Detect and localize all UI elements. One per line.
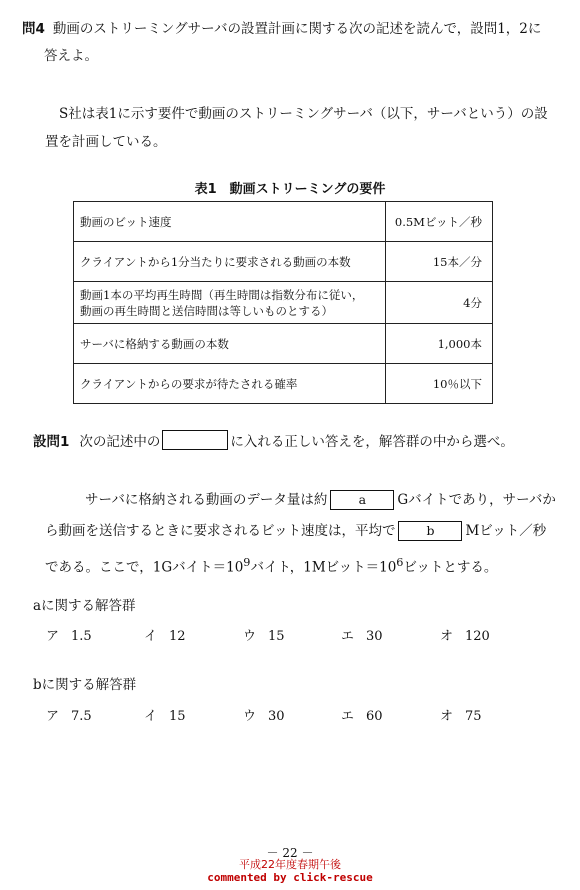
choice-key: エ [341,709,355,724]
table-row [74,282,493,324]
page-number: － 22 － [266,846,314,860]
table-title: 表1 動画ストリーミングの要件 [194,182,386,197]
choice-item[interactable] [440,705,482,724]
choice-value: 120 [465,629,490,644]
choice-item[interactable] [46,625,92,644]
exponent-6: 6 [396,556,404,569]
choice-key: オ [440,709,454,724]
exponent-9: 9 [243,556,251,569]
table-cell-label: クライアントからの要求が待たされる確率 [74,364,386,404]
table-cell-label-line1: 動画1本の平均再生時間（再生時間は指数分布に従い， [80,287,364,302]
intro-paragraph: S社は表1に示す要件で動画のストリーミングサーバ（以下，サーバという）の設置を計画している。 [45,106,548,150]
choice-item[interactable] [341,625,383,644]
table-cell-label: 動画のビット速度 [74,202,386,242]
choice-key: ウ [243,709,257,724]
choice-item[interactable] [440,625,490,644]
choice-value: 30 [366,629,383,644]
choice-value: 12 [169,629,186,644]
blank-a: a [330,490,394,510]
choice-item[interactable] [144,705,186,724]
answer-group-b-label: bに関する解答群 [33,677,137,693]
choice-item[interactable] [341,705,383,724]
table-cell-label-line2: 動画の再生時間と送信時間は等しいものとする） [80,303,333,318]
table-row [74,364,493,404]
table-cell-label: サーバに格納する動画の本数 [74,324,386,364]
choice-item[interactable] [144,625,186,644]
table-cell-label: クライアントから1分当たりに要求される動画の本数 [74,242,386,282]
para-text-1: サーバに格納される動画のデータ量は約 [85,492,328,508]
choice-key: ア [46,629,60,644]
para-text-5: ビットとする。 [403,559,498,576]
choice-key: エ [341,629,355,644]
table-cell-value: 10％以下 [386,364,493,404]
choice-value: 1.5 [71,629,92,644]
table-row [74,324,493,364]
subquestion-number: 設問1 [33,434,70,450]
choice-item[interactable] [46,705,92,724]
choice-value: 7.5 [71,709,92,724]
blank-box-example [162,430,228,450]
choice-value: 75 [465,709,482,724]
table-cell-value: 15本／分 [386,242,493,282]
choice-value: 15 [268,629,285,644]
question-number: 問4 [22,21,45,37]
table-row [74,242,493,282]
choice-key: イ [144,629,158,644]
requirements-table [73,201,493,404]
para-text-4: バイト，1Mビット＝10 [250,559,397,576]
choice-key: ア [46,709,60,724]
choice-key: オ [440,629,454,644]
para-text-2: Gバイトであり，サーバから動画を送信するときに要求されるビット速度は，平均で [45,492,556,539]
question-text-line1: 動画のストリーミングサーバの設置計画に関する次の記述を読んで，設問1，2に [52,21,542,37]
table-row [74,202,493,242]
blank-b: b [398,521,462,541]
table-cell-value: 4分 [386,282,493,324]
choice-item[interactable] [243,625,285,644]
choice-key: ウ [243,629,257,644]
choice-value: 30 [268,709,285,724]
para-text-3: Mビット／秒である。ここで，1Gバイト＝10 [45,523,547,576]
choice-value: 15 [169,709,186,724]
subquestion-1 [33,430,514,450]
subquestion-text-after: に入れる正しい答えを，解答群の中から選べ。 [230,434,514,450]
choice-key: イ [144,709,158,724]
footer-credit: commented by click-rescue [207,871,373,884]
table-cell-value: 1,000本 [386,324,493,364]
footer-exam-session: 平成22年度春期午後 [239,858,341,871]
fill-in-paragraph [45,485,557,584]
choice-item[interactable] [243,705,285,724]
table-cell-label [74,282,386,324]
question-text-line2: 答えよ。 [44,48,98,64]
answer-group-a-label: aに関する解答群 [33,598,136,614]
table-cell-value: 0.5Mビット／秒 [386,202,493,242]
choice-value: 60 [366,709,383,724]
question-header [22,16,558,70]
subquestion-text-before: 次の記述中の [79,434,161,450]
